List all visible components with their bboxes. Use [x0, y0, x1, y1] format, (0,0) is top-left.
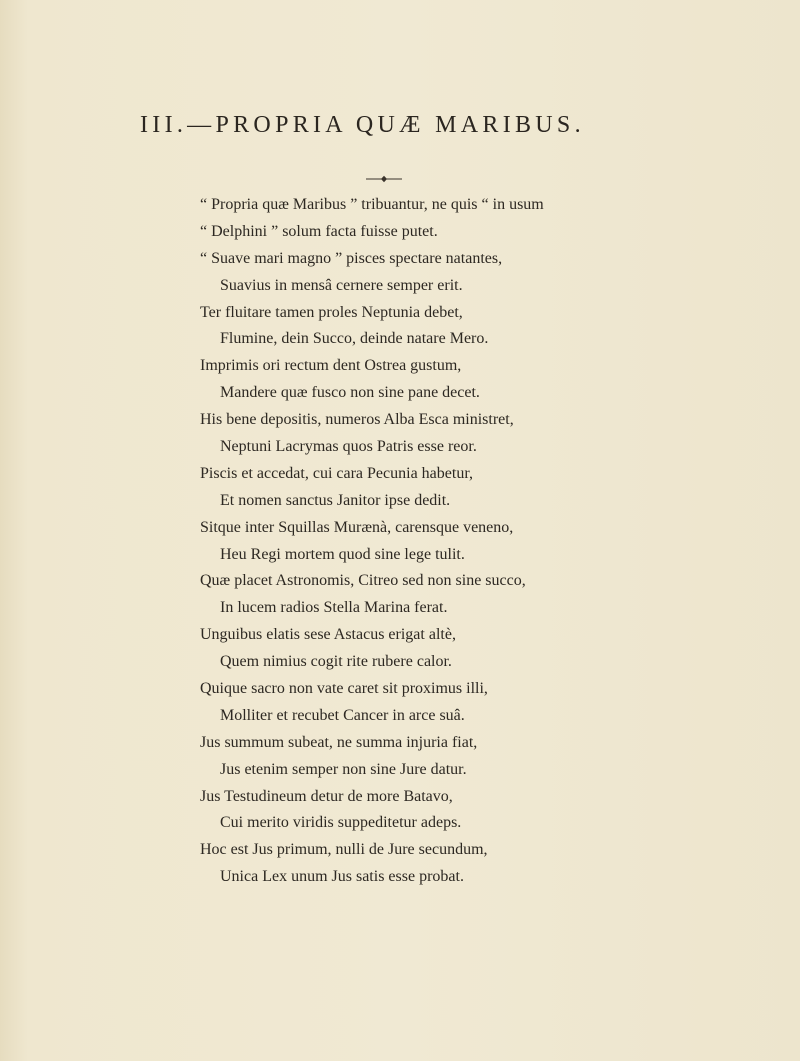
verse-line: Sitque inter Squillas Murænà, carensque veneno,: [200, 518, 514, 536]
verse-line: Imprimis ori rectum dent Ostrea gustum,: [200, 357, 462, 375]
verse-line: Hoc est Jus primum, nulli de Jure secundum,: [200, 841, 488, 859]
verse-line: “ Propria quæ Maribus ” tribuantur, ne quis “ in usum: [200, 196, 544, 213]
verse-line: Unica Lex unum Jus satis esse probat.: [220, 868, 464, 886]
verse-line: In lucem radios Stella Marina ferat.: [220, 599, 448, 617]
verse-line: Jus summum subeat, ne summa injuria fiat,: [200, 733, 478, 751]
verse-line: Heu Regi mortem quod sine lege tulit.: [220, 545, 465, 563]
verse-line: Cui merito viridis suppeditetur adeps.: [220, 814, 462, 832]
verse-line: Quem nimius cogit rite rubere calor.: [220, 653, 452, 671]
verse-line: His bene depositis, numeros Alba Esca ministret,: [200, 411, 514, 429]
verse-line: Jus etenim semper non sine Jure datur.: [220, 760, 467, 778]
verse-line: Molliter et recubet Cancer in arce suâ.: [220, 706, 465, 724]
verse-line: Mandere quæ fusco non sine pane decet.: [220, 384, 480, 402]
verse-line: Neptuni Lacrymas quos Patris esse reor.: [220, 438, 477, 456]
verse-line: Unguibus elatis sese Astacus erigat altè,: [200, 626, 456, 644]
verse-line: Flumine, dein Succo, deinde natare Mero.: [220, 330, 489, 348]
verse-line: Quæ placet Astronomis, Citreo sed non sine succo,: [200, 572, 526, 590]
verse-line: Et nomen sanctus Janitor ipse dedit.: [220, 491, 451, 509]
verse-line: “ Delphini ” solum facta fuisse putet.: [200, 222, 438, 240]
poem: [200, 192, 760, 891]
verse-line: Quique sacro non vate caret sit proximus illi,: [200, 680, 488, 698]
section-heading: III.—PROPRIA QUÆ MARIBUS.: [140, 112, 585, 138]
verse-line: Ter fluitare tamen proles Neptunia debet,: [200, 303, 463, 321]
ornament-dash-diamond: [364, 174, 404, 184]
verse-line: Suavius in mensâ cernere semper erit.: [220, 276, 463, 294]
verse-line: Jus Testudineum detur de more Batavo,: [200, 787, 453, 805]
verse-line: “ Suave mari magno ” pisces spectare natantes,: [200, 249, 503, 267]
verse-line: Piscis et accedat, cui cara Pecunia habetur,: [200, 464, 474, 482]
